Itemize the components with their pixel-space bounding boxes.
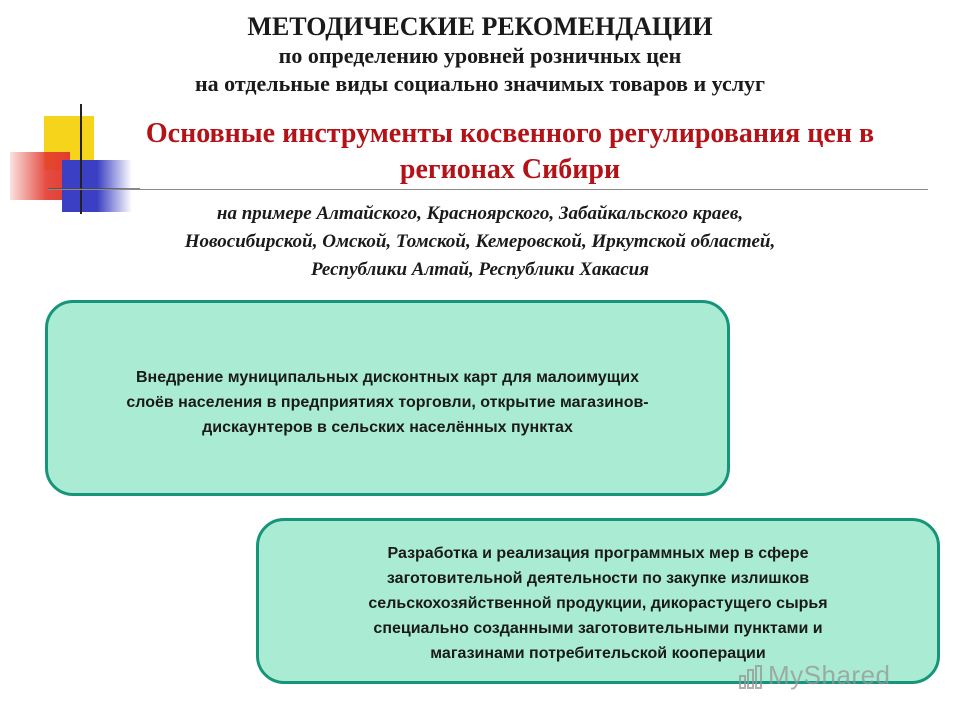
regions-subtitle xyxy=(100,200,860,284)
box2-line: специально созданными заготовительными пунктами и xyxy=(373,620,823,637)
slide-title xyxy=(80,116,940,188)
watermark-chart-icon xyxy=(738,664,764,690)
header-title: МЕТОДИЧЕСКИЕ РЕКОМЕНДАЦИИ xyxy=(247,12,713,41)
watermark-text: MyShared xyxy=(768,660,891,690)
box2-line: магазинами потребительской кооперации xyxy=(430,645,766,662)
document-header xyxy=(0,12,960,98)
box2-line: сельскохозяйственной продукции, дикорастущего сырья xyxy=(368,595,828,612)
box2-line: заготовительной деятельности по закупке излишков xyxy=(386,570,810,587)
slide-title-line-2: регионах Сибири xyxy=(399,154,621,185)
discount-cards-text xyxy=(126,365,648,440)
regions-line-2: Новосибирской, Омской, Томской, Кемеровской, Иркутской областей, xyxy=(184,231,776,252)
procurement-measures-text xyxy=(368,541,827,666)
regions-line-3: Республики Алтай, Республики Хакасия xyxy=(310,259,649,280)
box2-line: Разработка и реализация программных мер в сфере xyxy=(387,545,809,562)
header-subtitle-line-2: на отдельные виды социально значимых товаров и услуг xyxy=(194,71,766,96)
discount-cards-box xyxy=(45,300,730,496)
title-divider xyxy=(48,189,928,190)
header-subtitle-line-1: по определению уровней розничных цен xyxy=(278,43,682,68)
box1-line: Внедрение муниципальных дисконтных карт для малоимущих xyxy=(135,369,640,386)
regions-line-1: на примере Алтайского, Красноярского, Забайкальского краев, xyxy=(216,203,744,224)
box1-line: дискаунтеров в сельских населённых пунктах xyxy=(202,419,573,436)
box1-line: слоёв населения в предприятиях торговли, открытие магазинов- xyxy=(126,394,649,411)
slide-title-line-1: Основные инструменты косвенного регулирования цен в xyxy=(145,118,875,149)
deco-red-square xyxy=(10,152,70,200)
